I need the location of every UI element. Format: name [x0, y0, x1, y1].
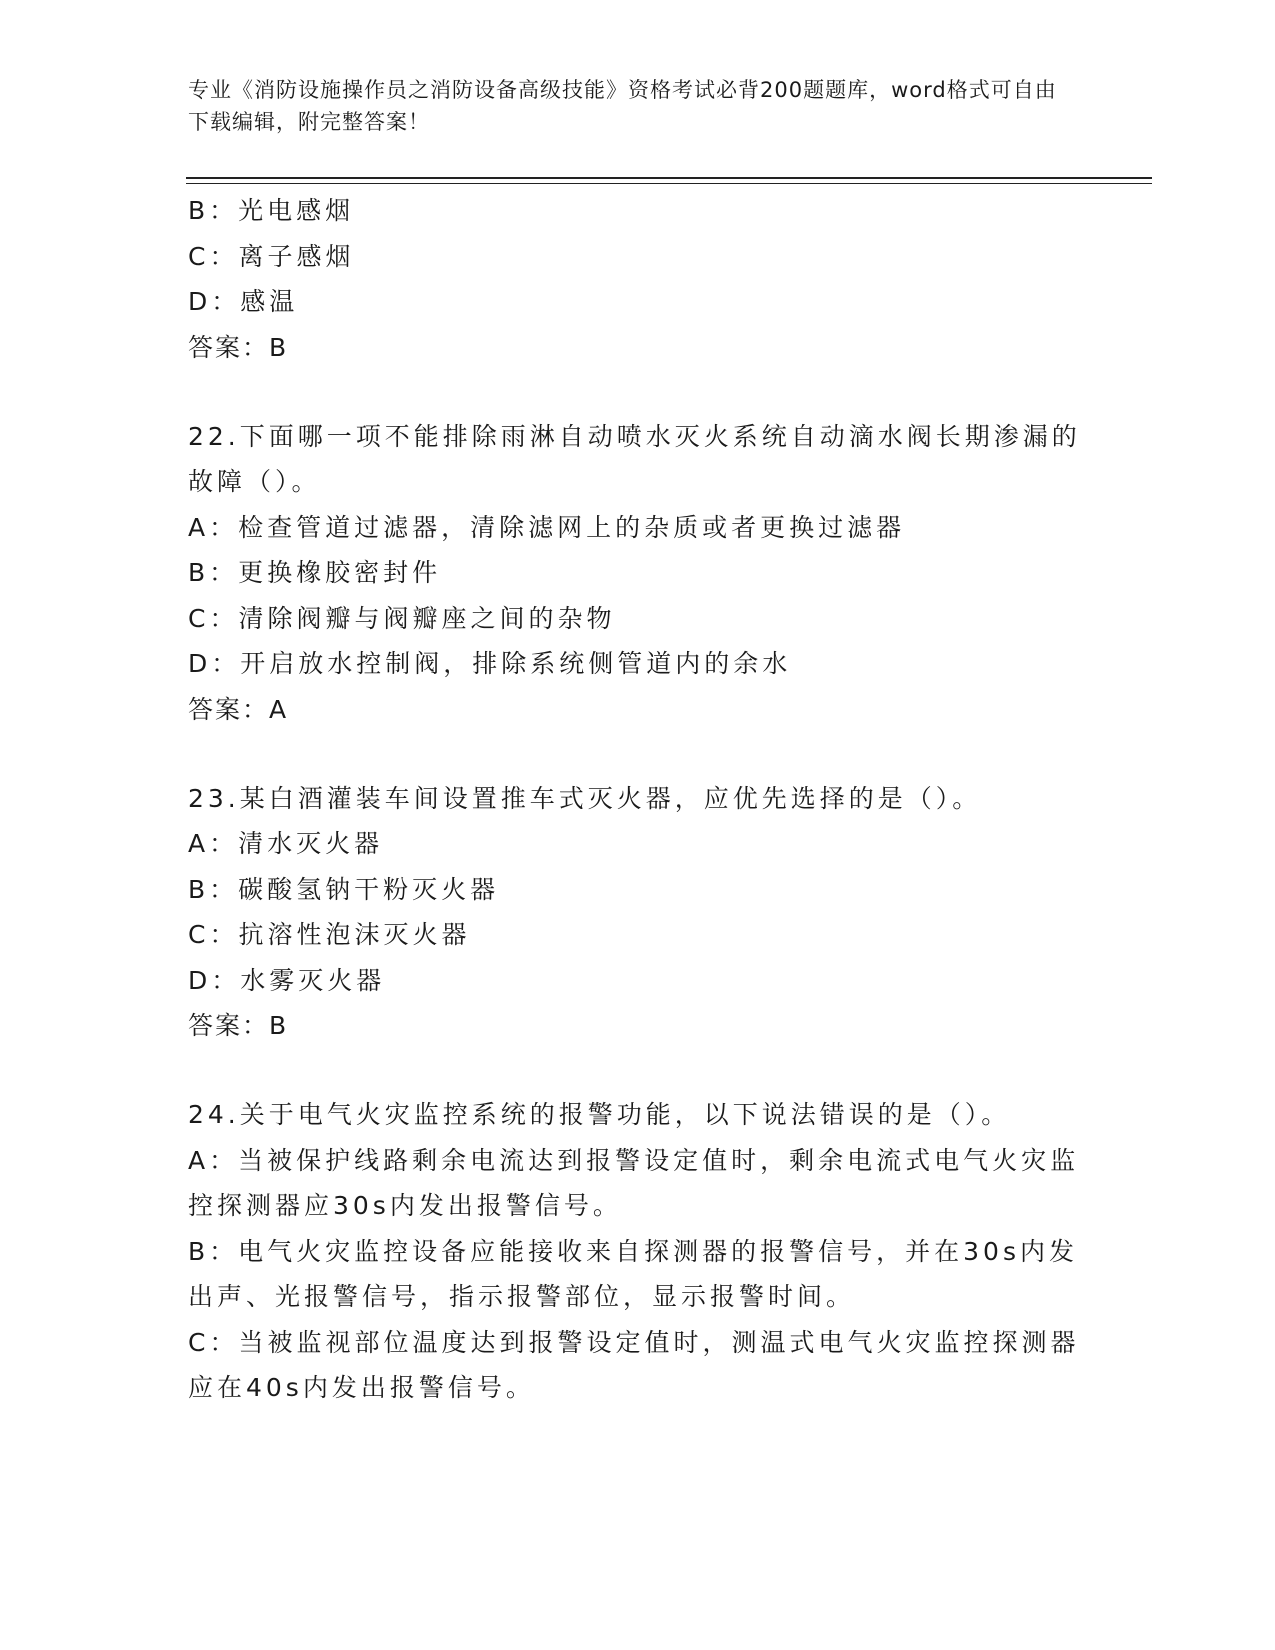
option-b: B：电气火灾监控设备应能接收来自探测器的报警信号，并在30s内发 — [188, 1236, 1078, 1266]
option-a: A：检查管道过滤器，清除滤网上的杂质或者更换过滤器 — [188, 512, 906, 542]
header-divider-thick — [186, 177, 1152, 179]
spacer — [188, 371, 1088, 414]
question-stem-continued: 故障（）。 — [188, 467, 321, 496]
option-c: C：清除阀瓣与阀瓣座之间的杂物 — [188, 603, 616, 633]
option-d: D：开启放水控制阀，排除系统侧管道内的余水 — [188, 649, 792, 678]
option-d: D：感温 — [188, 287, 299, 316]
document-header — [188, 74, 1068, 138]
question-21-tail — [188, 188, 1088, 371]
question-stem: 22.下面哪一项不能排除雨淋自动喷水灭火系统自动滴水阀长期渗漏的 — [188, 421, 1081, 451]
option-c: C：当被监视部位温度达到报警设定值时，测温式电气火灾监控探测器 — [188, 1327, 1080, 1357]
option-b-continued: 出声、光报警信号，指示报警部位，显示报警时间。 — [188, 1282, 856, 1311]
option-b: B：碳酸氢钠干粉灭火器 — [188, 874, 500, 904]
option-b: B：更换橡胶密封件 — [188, 558, 442, 587]
option-a-continued: 控探测器应30s内发出报警信号。 — [188, 1191, 622, 1220]
header-text: 专业《消防设施操作员之消防设备高级技能》资格考试必背200题题库，word格式可自由下载编辑，附完整答案！ — [188, 78, 1057, 134]
question-23 — [188, 776, 1088, 1050]
option-c: C：抗溶性泡沫灭火器 — [188, 920, 471, 949]
question-24 — [188, 1092, 1088, 1411]
spacer — [188, 1049, 1088, 1092]
option-a: A：清水灭火器 — [188, 829, 384, 858]
spacer — [188, 733, 1088, 776]
question-stem: 24.关于电气火灾监控系统的报警功能，以下说法错误的是（）。 — [188, 1100, 1011, 1129]
question-content — [188, 188, 1088, 1411]
option-c-continued: 应在40s内发出报警信号。 — [188, 1373, 535, 1402]
option-c: C：离子感烟 — [188, 241, 355, 271]
question-22 — [188, 414, 1088, 733]
header-divider-thin — [186, 183, 1152, 184]
option-a: A：当被保护线路剩余电流达到报警设定值时，剩余电流式电气火灾监 — [188, 1145, 1080, 1175]
answer-line: 答案：A — [188, 694, 289, 724]
option-b: B：光电感烟 — [188, 196, 355, 225]
answer-line: 答案：B — [188, 1011, 289, 1040]
answer-line: 答案：B — [188, 332, 289, 362]
option-d: D：水雾灭火器 — [188, 965, 386, 995]
question-stem: 23.某白酒灌装车间设置推车式灭火器，应优先选择的是（）。 — [188, 783, 982, 813]
